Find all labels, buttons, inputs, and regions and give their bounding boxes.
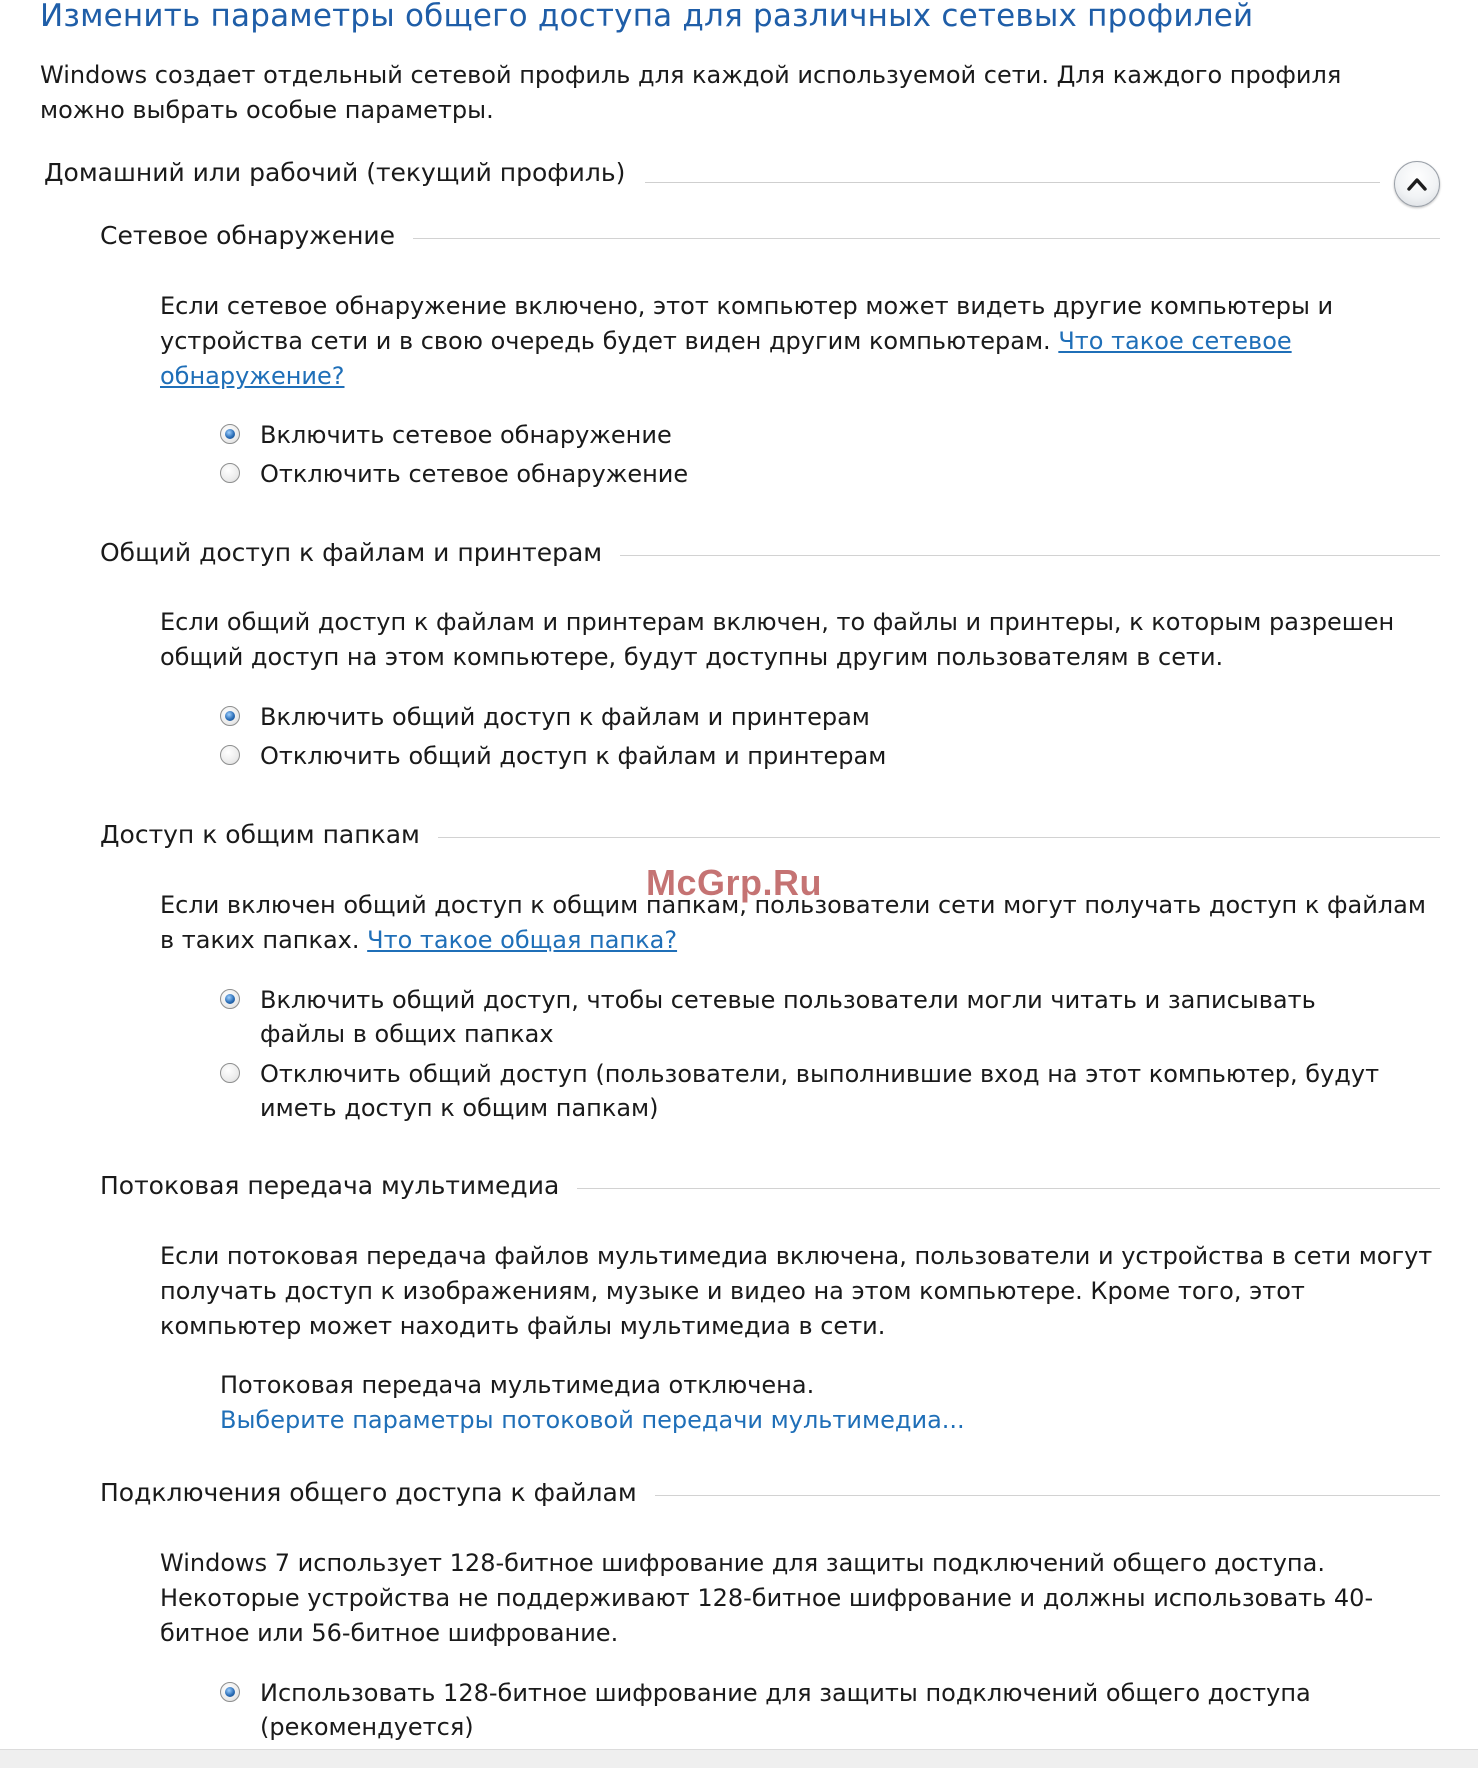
radio-label: Включить сетевое обнаружение [260, 421, 672, 449]
radio-button[interactable] [220, 1063, 240, 1083]
media-streaming-description [160, 1239, 1445, 1344]
choose-media-streaming-options-link[interactable]: Выберите параметры потоковой передачи мультимедиа... [220, 1406, 965, 1434]
watermark: McGrp.Ru [646, 862, 823, 903]
radio-button-checked[interactable] [220, 706, 240, 726]
section-title: Сетевое обнаружение [100, 221, 413, 250]
what-is-network-discovery-link[interactable]: Что такое сетевое обнаружение? [160, 327, 1292, 390]
connections-description [160, 1546, 1445, 1651]
radio-label: Отключить общий доступ (пользователи, выполнившие вход на этот компьютер, будут иметь доступ к общим папкам) [260, 1060, 1380, 1122]
file-printer-description [160, 605, 1445, 675]
radio-enable-public-folder-sharing[interactable] [220, 983, 1400, 1051]
section-file-printer-sharing [100, 538, 1440, 578]
section-media-streaming [100, 1171, 1440, 1211]
radio-label: Отключить сетевое обнаружение [260, 460, 689, 488]
bottom-bar [0, 1749, 1478, 1768]
intro-text: Windows создает отдельный сетевой профиль для каждой используемой сети. Для каждого профиля можно выбрать особые параметры. [40, 61, 1342, 124]
radio-button-checked[interactable] [220, 1682, 240, 1702]
radio-use-128-bit-encryption[interactable] [220, 1676, 1400, 1744]
radio-disable-file-printer-sharing[interactable] [220, 739, 1400, 773]
radio-button[interactable] [220, 745, 240, 765]
collapse-profile-button[interactable] [1394, 161, 1440, 207]
profile-header [44, 158, 1440, 202]
description-text: Если включен общий доступ к общим папкам, пользователи сети могут получать доступ к файлам в таких папках. [160, 891, 1426, 954]
section-title: Подключения общего доступа к файлам [100, 1478, 655, 1507]
page-title: Изменить параметры общего доступа для различных сетевых профилей [40, 0, 1254, 34]
description-text: Windows 7 использует 128-битное шифрование для защиты подключений общего доступа. Некоторые устройства не поддерживают 128-битное шифрование и должны использовать 40-битное или 56-битное шифрование. [160, 1549, 1374, 1647]
section-title: Общий доступ к файлам и принтерам [100, 538, 620, 567]
radio-label: Включить общий доступ, чтобы сетевые пользователи могли читать и записывать файлы в общих папках [260, 986, 1316, 1048]
description-text: Если потоковая передача файлов мультимедиа включена, пользователи и устройства в сети могут получать доступ к изображениям, музыке и видео на этом компьютере. Кроме того, этот компьютер может находить файлы мультимедиа в сети. [160, 1242, 1433, 1340]
radio-disable-public-folder-sharing[interactable] [220, 1057, 1400, 1125]
media-streaming-status: Потоковая передача мультимедиа отключена. [220, 1371, 815, 1399]
radio-label: Включить общий доступ к файлам и принтерам [260, 703, 870, 731]
section-public-folder-sharing [100, 820, 1440, 860]
radio-enable-file-printer-sharing[interactable] [220, 700, 1400, 734]
radio-enable-network-discovery[interactable] [220, 418, 1400, 452]
section-file-sharing-connections [100, 1478, 1440, 1518]
radio-button-checked[interactable] [220, 989, 240, 1009]
chevron-up-icon [1406, 174, 1428, 194]
section-title: Потоковая передача мультимедиа [100, 1171, 577, 1200]
description-text: Если сетевое обнаружение включено, этот компьютер может видеть другие компьютеры и устройства сети и в свою очередь будет виден другим компьютерам. [160, 292, 1334, 355]
radio-button-checked[interactable] [220, 424, 240, 444]
section-network-discovery [100, 221, 1440, 261]
radio-label: Использовать 128-битное шифрование для защиты подключений общего доступа (рекомендуется) [260, 1679, 1311, 1741]
network-discovery-description [160, 289, 1445, 394]
section-title: Доступ к общим папкам [100, 820, 438, 849]
radio-button[interactable] [220, 463, 240, 483]
radio-disable-network-discovery[interactable] [220, 457, 1400, 491]
description-text: Если общий доступ к файлам и принтерам включен, то файлы и принтеры, к которым разрешен общий доступ на этом компьютере, будут доступны другим пользователям в сети. [160, 608, 1395, 671]
what-is-public-folder-link[interactable]: Что такое общая папка? [367, 926, 678, 954]
radio-label: Отключить общий доступ к файлам и принтерам [260, 742, 887, 770]
profile-title: Домашний или рабочий (текущий профиль) [44, 158, 645, 187]
